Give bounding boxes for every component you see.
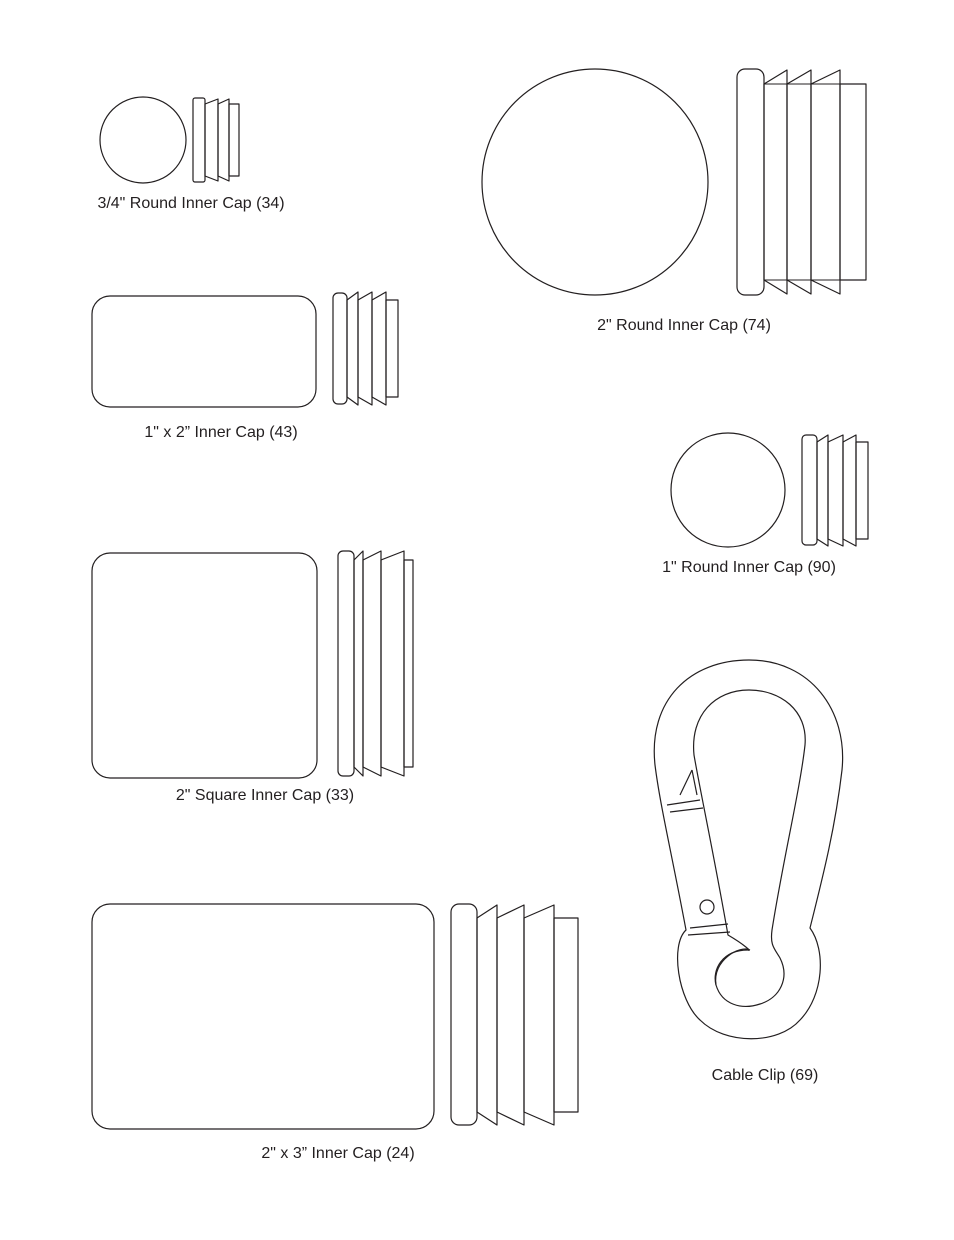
rect-1x2-cap-face — [92, 296, 316, 407]
cable-clip-outer-outline — [654, 660, 842, 1039]
square-2-cap-face — [92, 553, 317, 778]
round-3-4-cap-drawing — [100, 97, 239, 183]
round-2-cap-face — [482, 69, 708, 295]
rect-1x2-cap-side — [333, 292, 398, 405]
rect-2x3-cap-label: 2" x 3” Inner Cap (24) — [261, 1145, 415, 1162]
rect-1x2-cap-label: 1" x 2” Inner Cap (43) — [144, 424, 298, 441]
round-3-4-cap-side — [193, 98, 239, 182]
round-2-cap-side — [737, 69, 866, 295]
square-2-cap-label: 2" Square Inner Cap (33) — [175, 787, 355, 804]
rect-1x2-cap-drawing — [92, 292, 398, 407]
square-2-cap-drawing — [92, 551, 413, 778]
rect-2x3-cap-face — [92, 904, 434, 1129]
rect-2x3-cap-side — [451, 904, 578, 1125]
cable-clip-label: Cable Clip (69) — [711, 1067, 819, 1084]
round-3-4-cap-face — [100, 97, 186, 183]
cable-clip-inner-outline — [694, 690, 806, 1006]
round-1-cap-face — [671, 433, 785, 547]
round-1-cap-label: 1" Round Inner Cap (90) — [662, 559, 836, 576]
round-1-cap-side — [802, 435, 868, 546]
round-1-cap-drawing — [671, 433, 868, 547]
cable-clip-eye-ring — [716, 949, 750, 985]
rect-2x3-cap-drawing — [92, 904, 578, 1129]
round-2-cap-drawing — [482, 69, 866, 295]
round-3-4-cap-label: 3/4" Round Inner Cap (34) — [97, 195, 285, 212]
cable-clip-drawing — [654, 660, 842, 1039]
round-2-cap-label: 2" Round Inner Cap (74) — [597, 317, 771, 334]
square-2-cap-side — [338, 551, 413, 776]
cable-clip-gate — [667, 770, 730, 935]
